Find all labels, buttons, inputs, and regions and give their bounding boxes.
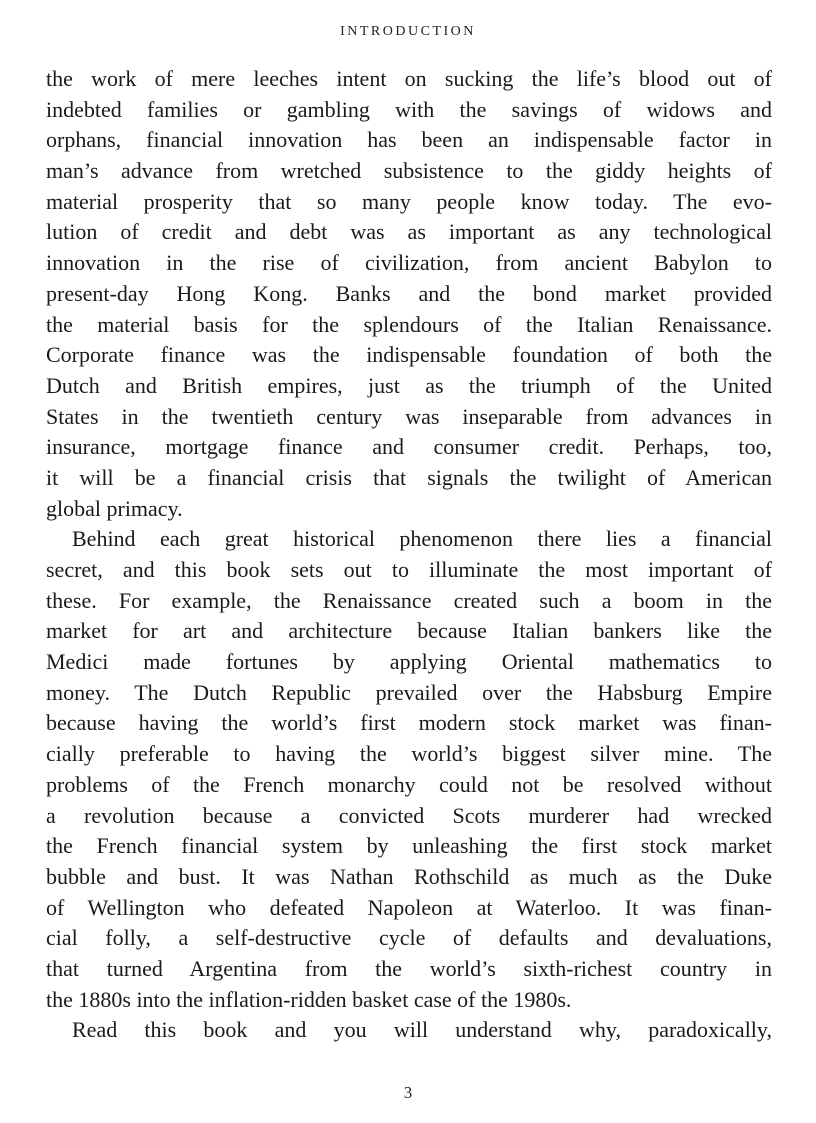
text-line: indebted families or gambling with the savings of widows and [46, 96, 772, 122]
text-line: Read this book and you will understand why, paradoxically, [72, 1017, 772, 1043]
body-text [46, 64, 772, 1046]
text-line: the French financial system by unleashing the first stock market [46, 833, 772, 859]
text-line: of Wellington who defeated Napoleon at Waterloo. It was finan- [46, 894, 772, 920]
text-line: secret, and this book sets out to illuminate the most important of [46, 557, 772, 582]
text-line: the material basis for the splendours of the Italian Renaissance. [46, 311, 772, 337]
text-line: States in the twentieth century was inseparable from advances in [46, 403, 772, 429]
text-line: that turned Argentina from the world’s sixth-richest country in [46, 955, 772, 981]
page-number: 3 [403, 1083, 413, 1102]
text-line: cial folly, a self-destructive cycle of defaults and devaluations, [46, 925, 772, 951]
text-line: present-day Hong Kong. Banks and the bond market provided [46, 280, 772, 306]
text-line: man’s advance from wretched subsistence to the giddy heights of [46, 158, 772, 184]
text-line: Corporate finance was the indispensable foundation of both the [46, 342, 772, 368]
text-line: bubble and bust. It was Nathan Rothschild as much as the Duke [46, 863, 772, 889]
text-line: global primacy. [46, 495, 183, 521]
text-line: a revolution because a convicted Scots murderer had wrecked [46, 802, 772, 828]
paragraph-3 [46, 1015, 772, 1046]
paragraph-2 [46, 524, 772, 1015]
text-line: the 1880s into the inflation-ridden basket case of the 1980s. [46, 986, 572, 1012]
text-line: money. The Dutch Republic prevailed over the Habsburg Empire [46, 679, 772, 705]
text-line: insurance, mortgage finance and consumer credit. Perhaps, too, [46, 434, 772, 460]
text-line: market for art and architecture because Italian bankers like the [46, 618, 772, 644]
text-line: orphans, financial innovation has been an indispensable factor in [46, 127, 772, 153]
text-line: problems of the French monarchy could not be resolved without [46, 771, 772, 797]
text-line: innovation in the rise of civilization, from ancient Babylon to [46, 250, 772, 276]
text-line: lution of credit and debt was as important as any technological [46, 219, 772, 245]
text-line: Behind each great historical phenomenon there lies a financial [72, 526, 772, 552]
text-line: Medici made fortunes by applying Oriental mathematics to [46, 649, 772, 675]
text-line: it will be a financial crisis that signals the twilight of American [46, 464, 772, 490]
paragraph-1 [46, 64, 772, 524]
text-line: cially preferable to having the world’s biggest silver mine. The [46, 741, 772, 767]
text-line: Dutch and British empires, just as the triumph of the United [46, 372, 772, 398]
text-line: material prosperity that so many people know today. The evo- [46, 188, 772, 214]
running-head: INTRODUCTION [340, 24, 476, 39]
text-line: the work of mere leeches intent on sucking the life’s blood out of [46, 66, 772, 91]
text-line: these. For example, the Renaissance created such a boom in the [46, 587, 772, 613]
text-line: because having the world’s first modern stock market was finan- [46, 710, 772, 736]
